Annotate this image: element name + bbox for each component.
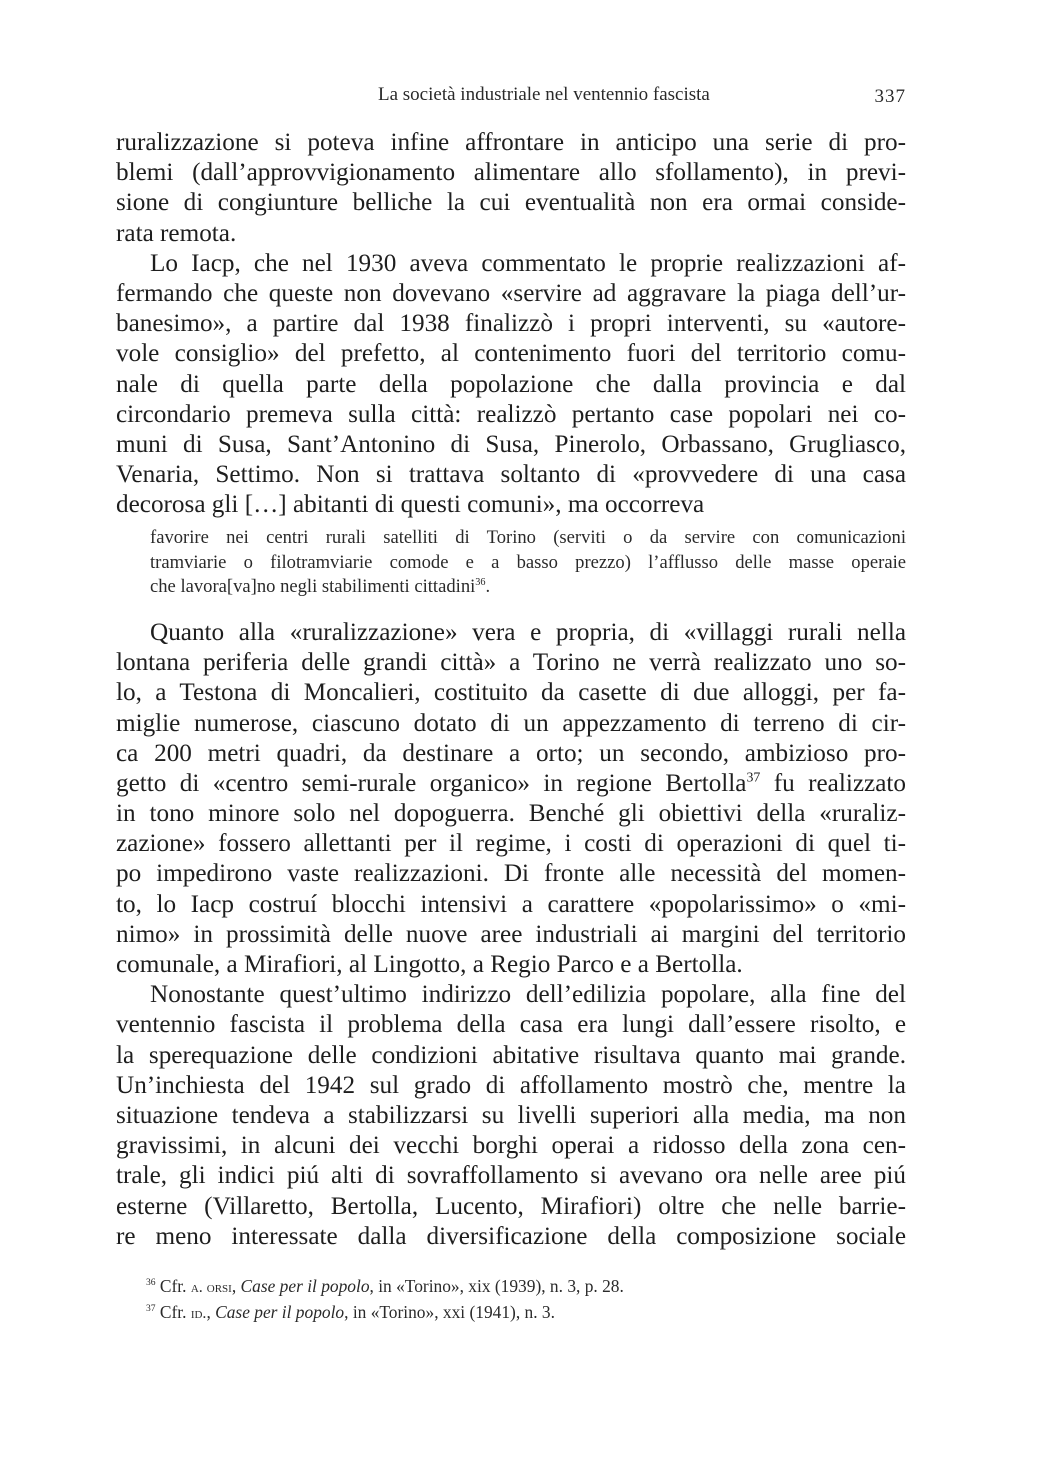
text-line: lontana periferia delle grandi città» a Torino ne verrà realizzato uno so-	[116, 649, 906, 677]
text-line: Venaria, Settimo. Non si trattava soltanto di «provvedere di una casa	[116, 461, 906, 489]
quote-text: che lavora[va]no negli stabilimenti cittadini	[150, 576, 476, 598]
running-head: La società industriale nel ventennio fascista	[378, 84, 710, 105]
text-segment: fu realizzato	[760, 769, 906, 797]
text-line: rata remota.	[116, 219, 237, 247]
footnote-sep: ,	[231, 1276, 241, 1296]
text-line: esterne (Villaretto, Bertolla, Lucento, Mirafiori) oltre che nelle barrie-	[116, 1192, 906, 1220]
text-line: circondario premeva sulla città: realizzò pertanto case popolari nei co-	[116, 400, 906, 428]
quote-line	[150, 575, 906, 600]
text-line: Nonostante quest’ultimo indirizzo dell’edilizia popolare, alla fine del	[150, 981, 906, 1009]
text-line: trale, gli indici piú alti di sovraffollamento si avevano ora nelle aree piú	[116, 1162, 906, 1190]
paragraph-1	[116, 128, 906, 249]
footnote-ref-36[interactable]: 36	[475, 577, 486, 589]
paragraph-2	[116, 249, 906, 521]
footnote-title: Case per il popolo	[215, 1302, 345, 1322]
text-line: banesimo», a partire dal 1938 finalizzò i propri interventi, su «autore-	[116, 310, 906, 338]
text-line: comunale, a Mirafiori, al Lingotto, a Regio Parco e a Bertolla.	[116, 951, 743, 978]
footnote-author: id.	[190, 1305, 207, 1322]
footnote-ref-37[interactable]: 37	[746, 769, 761, 785]
text-line: Un’inchiesta del 1942 sul grado di affollamento mostrò che, mentre la	[116, 1071, 906, 1099]
footnote-sep: ,	[206, 1302, 216, 1322]
footnote-title: Case per il popolo	[240, 1276, 370, 1296]
footnote-37	[146, 1300, 906, 1326]
quote-line: favorire nei centri rurali satelliti di Torino (serviti o da servire con comunicazioni	[150, 527, 906, 549]
text-line: re meno interessate dalla diversificazione della composizione sociale	[116, 1222, 906, 1250]
footnote-author: a. orsi	[190, 1279, 232, 1296]
text-line: zazione» fossero allettanti per il regime, i costi di operazioni di quel ti-	[116, 830, 906, 858]
text-line: gravissimi, in alcuni dei vecchi borghi operai a ridosso della zona cen-	[116, 1132, 906, 1160]
text-line: ventennio fascista il problema della casa era lungi dall’essere risolto, e	[116, 1011, 906, 1039]
text-line: po impedirono vaste realizzazioni. Di fronte alle necessità del momen-	[116, 860, 906, 888]
text-line: ruralizzazione si poteva infine affrontare in anticipo una serie di pro-	[116, 129, 906, 156]
footnote-number: 36	[146, 1277, 156, 1289]
page-number: 337	[874, 86, 906, 107]
text-line: la sperequazione delle condizioni abitative risultava quanto mai grande.	[116, 1041, 906, 1069]
text-line: situazione tendeva a stabilizzarsi su livelli superiori alla media, ma non	[116, 1101, 906, 1129]
text-line: Lo Iacp, che nel 1930 aveva commentato le proprie realizzazioni af-	[150, 249, 906, 277]
footnotes	[146, 1274, 906, 1326]
text-line: in tono minore solo nel dopoguerra. Benché gli obiettivi della «ruraliz-	[116, 800, 906, 828]
body-text	[116, 128, 906, 1252]
text-line: lo, a Testona di Moncalieri, costituito da casette di due alloggi, per fa-	[116, 679, 906, 707]
footnote-prefix: Cfr.	[155, 1276, 191, 1296]
text-line: sione di congiunture belliche la cui eventualità non era ormai conside-	[116, 189, 906, 217]
page-header	[378, 84, 908, 114]
text-line: Quanto alla «ruralizzazione» vera e propria, di «villaggi rurali nella	[150, 618, 906, 646]
text-line: nimo» in prossimità delle nuove aree industriali ai margini del territorio	[116, 920, 906, 948]
block-quote	[150, 526, 906, 600]
text-line: miglie numerose, ciascuno dotato di un appezzamento di terreno di cir-	[116, 709, 906, 737]
quote-end: .	[485, 576, 491, 598]
text-line: vole consiglio» del prefetto, al contenimento fuori del territorio comu-	[116, 340, 906, 368]
text-line: muni di Susa, Sant’Antonino di Susa, Pinerolo, Orbassano, Grugliasco,	[116, 430, 906, 458]
text-line	[116, 769, 906, 799]
text-line: blemi (dall’approvvigionamento alimentare allo sfollamento), in previ-	[116, 159, 906, 187]
text-line: ca 200 metri quadri, da destinare a orto; un secondo, ambizioso pro-	[116, 739, 906, 767]
text-line: fermando che queste non dovevano «servire ad aggravare la piaga dell’ur-	[116, 279, 906, 307]
paragraph-4	[116, 980, 906, 1252]
text-line: nale di quella parte della popolazione che dalla provincia e dal	[116, 370, 906, 398]
footnote-rest: , in «Torino», xix (1939), n. 3, p. 28.	[369, 1276, 624, 1296]
paragraph-3	[116, 618, 906, 980]
footnote-36	[146, 1274, 906, 1300]
text-line: decorosa gli […] abitanti di questi comuni», ma occorreva	[116, 491, 705, 519]
text-line: to, lo Iacp costruí blocchi intensivi a carattere «popolarissimo» o «mi-	[116, 890, 906, 918]
footnote-number: 37	[146, 1303, 156, 1315]
quote-line: tramviarie o filotramviarie comode e a basso prezzo) l’afflusso delle masse operaie	[150, 551, 906, 573]
text-segment: getto di «centro semi-rurale organico» in regione Bertolla	[116, 769, 747, 797]
footnote-rest: , in «Torino», xxi (1941), n. 3.	[344, 1302, 555, 1322]
footnote-prefix: Cfr.	[155, 1302, 191, 1322]
